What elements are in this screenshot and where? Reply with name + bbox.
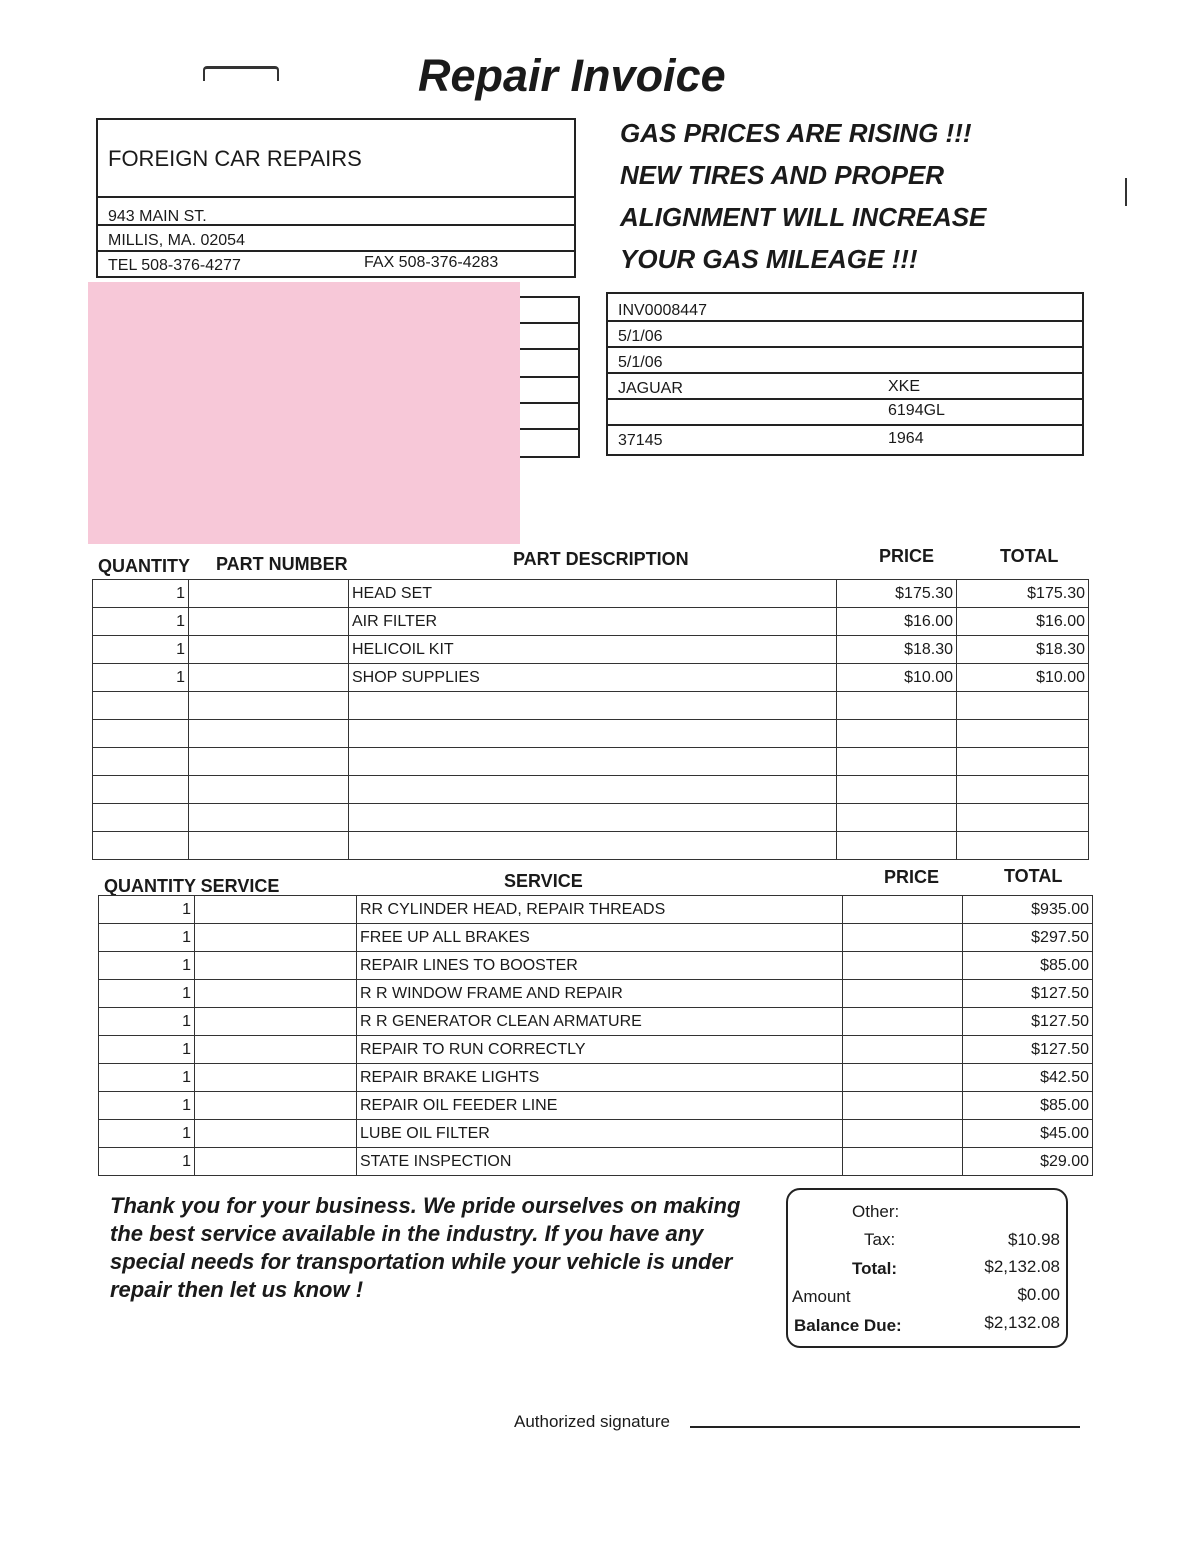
table-row (93, 608, 1089, 636)
divider (608, 346, 1082, 348)
part-qty: 1 (93, 608, 189, 636)
part-price: $18.30 (837, 636, 957, 664)
part-qty: 1 (93, 636, 189, 664)
service-total: $85.00 (963, 952, 1093, 980)
part-total (957, 748, 1089, 776)
service-code (195, 1008, 357, 1036)
service-total: $29.00 (963, 1148, 1093, 1176)
part-number (189, 608, 349, 636)
table-row (99, 1008, 1093, 1036)
table-row (99, 1064, 1093, 1092)
parts-header-description: PART DESCRIPTION (513, 549, 689, 569)
total-value: $2,132.08 (984, 1257, 1060, 1276)
signature-line (690, 1426, 1080, 1428)
part-total (957, 832, 1089, 860)
parts-header-part-number: PART NUMBER (216, 554, 348, 574)
balance-due-label: Balance Due: (794, 1316, 902, 1335)
service-description: R R GENERATOR CLEAN ARMATURE (357, 1008, 843, 1036)
part-number (189, 748, 349, 776)
service-price (843, 1036, 963, 1064)
service-code (195, 1036, 357, 1064)
service-description: REPAIR OIL FEEDER LINE (357, 1092, 843, 1120)
promo-line: GAS PRICES ARE RISING !!! (620, 118, 972, 148)
service-description: REPAIR BRAKE LIGHTS (357, 1064, 843, 1092)
service-header-service: SERVICE (504, 871, 583, 891)
part-qty: 1 (93, 664, 189, 692)
service-code (195, 924, 357, 952)
table-row (99, 924, 1093, 952)
service-total: $127.50 (963, 1036, 1093, 1064)
service-description: REPAIR LINES TO BOOSTER (357, 952, 843, 980)
shop-fax: FAX 508-376-4283 (364, 254, 499, 271)
promo-line: NEW TIRES AND PROPER (620, 160, 945, 190)
service-price (843, 980, 963, 1008)
part-number (189, 580, 349, 608)
service-total: $45.00 (963, 1120, 1093, 1148)
service-price (843, 952, 963, 980)
vehicle-mileage: 37145 (618, 432, 663, 449)
divider (608, 320, 1082, 322)
invoice-info-box (606, 292, 1084, 456)
service-qty: 1 (99, 952, 195, 980)
scan-mark (1125, 178, 1127, 206)
vehicle-plate: 6194GL (888, 402, 945, 419)
table-row (93, 832, 1089, 860)
part-total: $18.30 (957, 636, 1089, 664)
vehicle-model: XKE (888, 378, 921, 395)
services-table (98, 895, 1093, 1176)
table-row (93, 664, 1089, 692)
total-label: Total: (852, 1259, 898, 1278)
table-row (93, 720, 1089, 748)
parts-header-price: PRICE (879, 546, 935, 566)
service-code (195, 1148, 357, 1176)
table-row (93, 804, 1089, 832)
promo-line: ALIGNMENT WILL INCREASE (620, 202, 987, 232)
signature-label: Authorized signature (514, 1412, 670, 1431)
shop-city: MILLIS, MA. 02054 (108, 232, 245, 249)
invoice-number: INV0008447 (618, 302, 707, 319)
part-total: $10.00 (957, 664, 1089, 692)
service-total: $42.50 (963, 1064, 1093, 1092)
service-price (843, 1120, 963, 1148)
service-qty: 1 (99, 924, 195, 952)
amount-value: $0.00 (1017, 1285, 1060, 1304)
service-code (195, 952, 357, 980)
part-number (189, 692, 349, 720)
part-price: $175.30 (837, 580, 957, 608)
table-row (99, 952, 1093, 980)
shop-address: 943 MAIN ST. (108, 208, 207, 225)
part-total (957, 776, 1089, 804)
service-description: REPAIR TO RUN CORRECTLY (357, 1036, 843, 1064)
promo-line: YOUR GAS MILEAGE !!! (620, 244, 918, 274)
divider (608, 424, 1082, 426)
table-row (93, 692, 1089, 720)
table-row (99, 1120, 1093, 1148)
part-qty (93, 748, 189, 776)
part-qty: 1 (93, 580, 189, 608)
service-total: $935.00 (963, 896, 1093, 924)
part-total (957, 692, 1089, 720)
part-description (349, 720, 837, 748)
shop-name: FOREIGN CAR REPAIRS (108, 146, 362, 171)
service-qty: 1 (99, 1148, 195, 1176)
part-price (837, 776, 957, 804)
part-qty (93, 832, 189, 860)
divider (608, 372, 1082, 374)
part-qty (93, 776, 189, 804)
other-label: Other: (852, 1202, 900, 1221)
part-price (837, 720, 957, 748)
service-code (195, 1064, 357, 1092)
table-row (93, 776, 1089, 804)
table-row (93, 748, 1089, 776)
service-price (843, 1148, 963, 1176)
part-price: $10.00 (837, 664, 957, 692)
service-qty: 1 (99, 980, 195, 1008)
divider (608, 398, 1082, 400)
service-header-quantity-service: QUANTITY SERVICE (104, 876, 280, 896)
part-qty (93, 692, 189, 720)
part-qty (93, 720, 189, 748)
table-row (99, 980, 1093, 1008)
service-qty: 1 (99, 1008, 195, 1036)
service-date: 5/1/06 (618, 354, 663, 371)
service-qty: 1 (99, 1036, 195, 1064)
part-total (957, 720, 1089, 748)
service-code (195, 896, 357, 924)
table-row (99, 896, 1093, 924)
service-total: $127.50 (963, 980, 1093, 1008)
part-price (837, 832, 957, 860)
table-row (99, 1036, 1093, 1064)
table-row (99, 1092, 1093, 1120)
vehicle-year: 1964 (888, 430, 924, 447)
service-price (843, 896, 963, 924)
thank-you-message: Thank you for your business. We pride ourselves on making the best service available in the industry. If you have any special needs for transportation while your vehicle is under repair then let us know ! (110, 1193, 741, 1302)
part-description: SHOP SUPPLIES (349, 664, 837, 692)
table-row (93, 580, 1089, 608)
service-price (843, 1008, 963, 1036)
part-description (349, 804, 837, 832)
part-number (189, 720, 349, 748)
page-title: Repair Invoice (418, 50, 726, 101)
balance-due-value: $2,132.08 (984, 1313, 1060, 1332)
redaction-block (88, 282, 520, 544)
service-code (195, 1092, 357, 1120)
tax-value: $10.98 (1008, 1230, 1060, 1249)
part-price (837, 692, 957, 720)
part-number (189, 776, 349, 804)
service-description: RR CYLINDER HEAD, REPAIR THREADS (357, 896, 843, 924)
service-header-price: PRICE (884, 867, 940, 887)
divider (98, 196, 574, 198)
part-total (957, 804, 1089, 832)
parts-table (92, 579, 1089, 860)
divider (98, 224, 574, 226)
service-price (843, 1064, 963, 1092)
vehicle-make: JAGUAR (618, 380, 683, 397)
staple-mark (203, 66, 279, 81)
part-number (189, 664, 349, 692)
part-price: $16.00 (837, 608, 957, 636)
part-price (837, 748, 957, 776)
service-code (195, 1120, 357, 1148)
tax-label: Tax: (864, 1230, 896, 1249)
part-number (189, 832, 349, 860)
table-row (93, 636, 1089, 664)
promo-message (620, 118, 1040, 286)
service-price (843, 924, 963, 952)
service-price (843, 1092, 963, 1120)
table-row (99, 1148, 1093, 1176)
service-qty: 1 (99, 1092, 195, 1120)
service-header-total: TOTAL (1004, 866, 1063, 886)
part-total: $175.30 (957, 580, 1089, 608)
amount-label: Amount (792, 1287, 851, 1306)
totals-box (786, 1188, 1068, 1348)
shop-info-box (96, 118, 576, 278)
part-price (837, 804, 957, 832)
shop-tel: TEL 508-376-4277 (108, 257, 241, 274)
service-qty: 1 (99, 896, 195, 924)
service-total: $127.50 (963, 1008, 1093, 1036)
service-description: R R WINDOW FRAME AND REPAIR (357, 980, 843, 1008)
service-total: $297.50 (963, 924, 1093, 952)
service-qty: 1 (99, 1064, 195, 1092)
part-total: $16.00 (957, 608, 1089, 636)
part-description (349, 832, 837, 860)
service-code (195, 980, 357, 1008)
part-description (349, 692, 837, 720)
part-description: HEAD SET (349, 580, 837, 608)
divider (98, 250, 574, 252)
service-qty: 1 (99, 1120, 195, 1148)
service-description: FREE UP ALL BRAKES (357, 924, 843, 952)
part-description (349, 776, 837, 804)
part-description (349, 748, 837, 776)
part-description: HELICOIL KIT (349, 636, 837, 664)
service-description: LUBE OIL FILTER (357, 1120, 843, 1148)
service-description: STATE INSPECTION (357, 1148, 843, 1176)
parts-header-quantity: QUANTITY (98, 556, 190, 576)
part-qty (93, 804, 189, 832)
part-number (189, 636, 349, 664)
part-description: AIR FILTER (349, 608, 837, 636)
service-total: $85.00 (963, 1092, 1093, 1120)
parts-header-total: TOTAL (1000, 546, 1059, 566)
invoice-date: 5/1/06 (618, 328, 663, 345)
part-number (189, 804, 349, 832)
